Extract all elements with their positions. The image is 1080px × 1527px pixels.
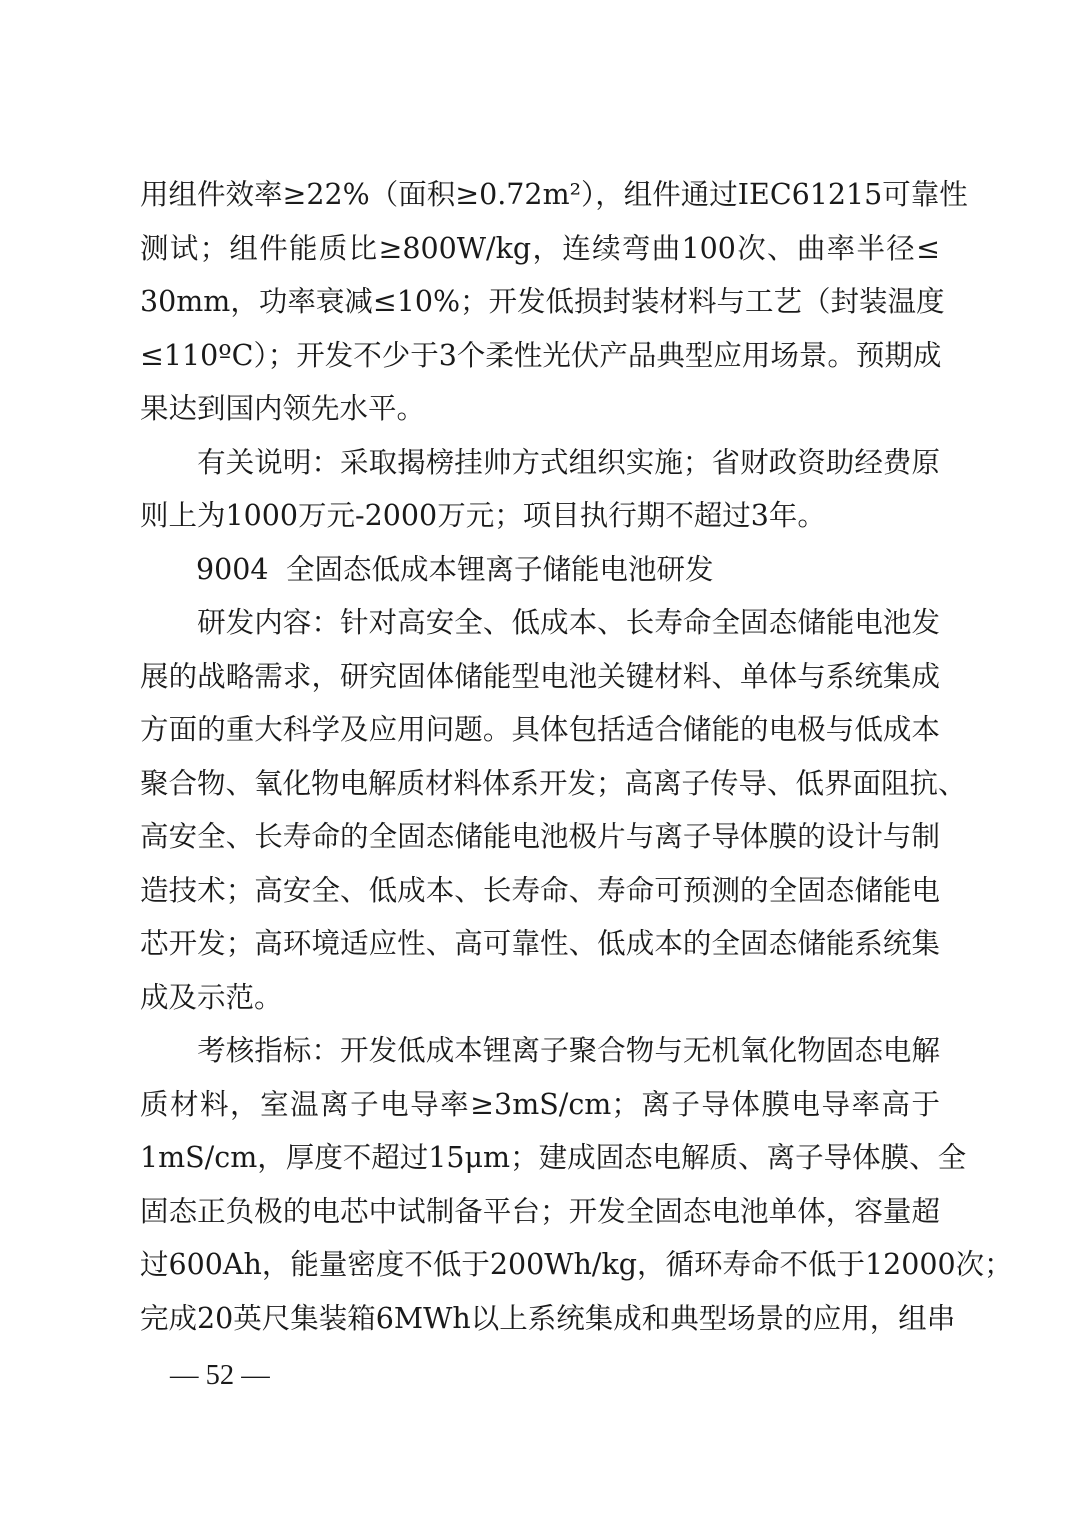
- body-line: 研发内容：针对高安全、低成本、长寿命全固态储能电池发: [140, 606, 940, 639]
- document-body: [140, 168, 1013, 1345]
- body-line: 则上为1000万元-2000万元；项目执行期不超过3年。: [140, 499, 826, 532]
- body-line: 果达到国内领先水平。: [140, 392, 426, 425]
- body-line: 展的战略需求，研究固体储能型电池关键材料、单体与系统集成: [140, 659, 940, 693]
- body-line: 30mm，功率衰减≤10%；开发低损封装材料与工艺（封装温度: [140, 285, 945, 318]
- section-number: 9004: [196, 552, 269, 586]
- body-line: 成及示范。: [140, 980, 283, 1014]
- body-line: 完成20英尺集装箱6MWh以上系统集成和典型场景的应用，组串: [140, 1301, 956, 1335]
- body-line: 1mS/cm，厚度不超过15μm；建成固态电解质、离子导体膜、全: [140, 1141, 967, 1174]
- body-line: 考核指标：开发低成本锂离子聚合物与无机氧化物固态电解: [140, 1034, 940, 1067]
- body-line: 过600Ah，能量密度不低于200Wh/kg，循环寿命不低于12000次；: [140, 1248, 1013, 1281]
- body-line: 方面的重大科学及应用问题。具体包括适合储能的电极与低成本: [140, 713, 940, 746]
- body-line: 质材料，室温离子电导率≥3mS/cm；离子导体膜电导率高于: [140, 1087, 940, 1121]
- section-heading: [140, 543, 940, 597]
- body-line: 造技术；高安全、低成本、长寿命、寿命可预测的全固态储能电: [140, 873, 940, 907]
- body-line: ≤110ºC）；开发不少于3个柔性光伏产品典型应用场景。预期成: [140, 338, 942, 372]
- body-line: 测试；组件能质比≥800W/kg，连续弯曲100次、曲率半径≤: [140, 231, 940, 265]
- body-line: 有关说明：采取揭榜挂帅方式组织实施；省财政资助经费原: [140, 445, 940, 479]
- body-line: 固态正负极的电芯中试制备平台；开发全固态电池单体，容量超: [140, 1194, 940, 1228]
- body-line: 用组件效率≥22%（面积≥0.72m²），组件通过IEC61215可靠性: [140, 178, 968, 211]
- page-number: — 52 —: [170, 1360, 270, 1391]
- body-line: 芯开发；高环境适应性、高可靠性、低成本的全固态储能系统集: [140, 927, 940, 960]
- section-title: 全固态低成本锂离子储能电池研发: [286, 552, 714, 586]
- body-line: 聚合物、氧化物电解质材料体系开发；高离子传导、低界面阻抗、: [140, 766, 967, 800]
- body-line: 高安全、长寿命的全固态储能电池极片与离子导体膜的设计与制: [140, 820, 940, 853]
